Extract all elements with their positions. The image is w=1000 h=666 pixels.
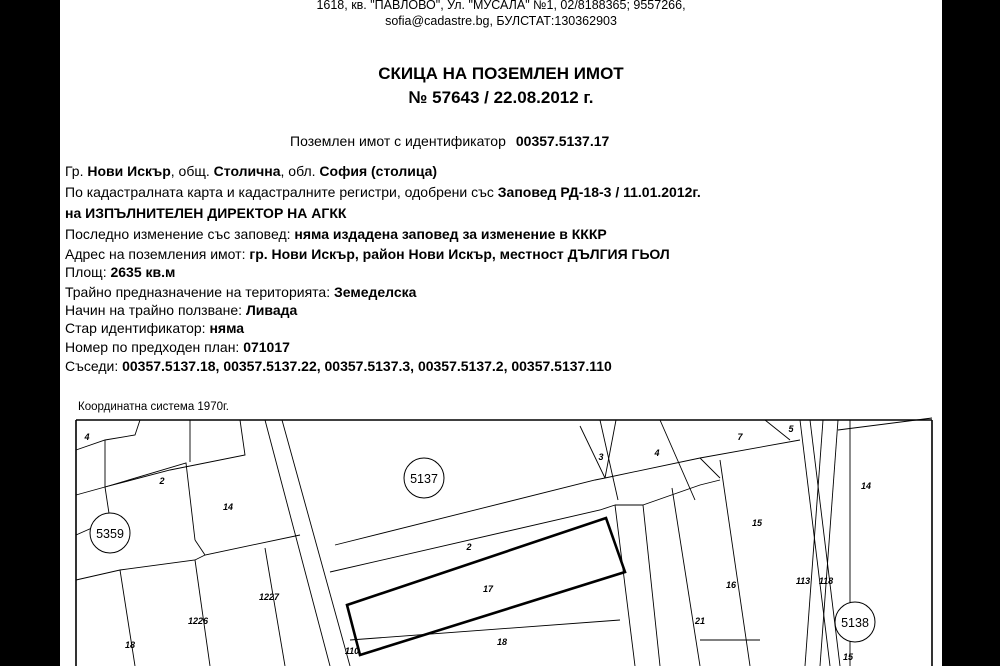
identifier-value: 00357.5137.17 <box>515 133 610 149</box>
location-prefix: Гр. <box>65 163 88 179</box>
parcel-label: 15 <box>751 518 763 528</box>
parcel-label: 18 <box>496 637 508 647</box>
parcel-label: 113 <box>795 576 811 586</box>
approval-label: По кадастралната карта и кадастралните регистри, одобрени със <box>65 184 498 200</box>
agency-address-line: 1618, кв. "ПАВЛОВО", Ул. "МУСАЛА" №1, 02/8188365; 9557266, <box>316 0 686 12</box>
parcel-label: 4 <box>84 432 90 442</box>
location-sep-1: , общ. <box>170 163 214 179</box>
usage-value: Ливада <box>245 302 298 318</box>
parcel-label: 17 <box>482 584 494 594</box>
zone-label-5359: 5359 <box>96 527 124 541</box>
usage-label: Начин на трайно ползване: <box>65 302 246 318</box>
cadastral-map <box>60 0 942 666</box>
parcel-label: 2 <box>466 542 472 552</box>
parcel-label: 1226 <box>187 616 209 626</box>
zone-label-5137: 5137 <box>410 472 438 486</box>
parcel-label: 4 <box>654 448 660 458</box>
parcel-label: 110 <box>344 646 360 656</box>
old-id-value: няма <box>209 320 245 336</box>
address-label: Адрес на поземления имот: <box>65 246 250 262</box>
parcel-label: 3 <box>598 452 604 462</box>
parcel-label: 118 <box>818 576 834 586</box>
document-number: № 57643 / 22.08.2012 г. <box>408 88 594 107</box>
area-label: Площ: <box>65 264 111 280</box>
parcel-label: 5 <box>788 424 794 434</box>
purpose-value: Земеделска <box>333 284 417 300</box>
last-change-value: няма издадена заповед за изменение в КККР <box>294 226 607 242</box>
location-municipality: Столична <box>213 163 281 179</box>
identifier-label: Поземлен имот с идентификатор <box>290 133 506 149</box>
cadastral-sketch-page <box>60 0 942 666</box>
parcel-label: 21 <box>694 616 706 626</box>
neighbors-value: 00357.5137.18, 00357.5137.22, 00357.5137.3, 00357.5137.2, 00357.5137.110 <box>122 358 612 374</box>
parcel-label: 7 <box>737 432 743 442</box>
parcel-label: 14 <box>222 502 234 512</box>
document-title: СКИЦА НА ПОЗЕМЛЕН ИМОТ <box>378 64 624 83</box>
old-id-label: Стар идентификатор: <box>65 320 210 336</box>
coordinate-system-label: Координатна система 1970г. <box>78 401 229 413</box>
agency-contact-line: sofia@cadastre.bg, БУЛСТАТ:130362903 <box>385 14 617 28</box>
parcel-label: 14 <box>860 481 872 491</box>
address-value: гр. Нови Искър, район Нови Искър, местност ДЪЛГИЯ ГЬОЛ <box>249 246 670 262</box>
parcel-label: 16 <box>725 580 737 590</box>
prev-plan-label: Номер по предходен план: <box>65 339 244 355</box>
parcel-label: 2 <box>159 476 165 486</box>
location-region: София (столица) <box>319 163 438 179</box>
last-change-label: Последно изменение със заповед: <box>65 226 295 242</box>
purpose-label: Трайно предназначение на територията: <box>65 284 334 300</box>
approval-authority: на ИЗПЪЛНИТЕЛЕН ДИРЕКТОР НА АГКК <box>65 205 347 221</box>
parcel-label: 1227 <box>258 592 280 602</box>
approval-order: Заповед РД-18-3 / 11.01.2012г. <box>497 184 701 200</box>
parcel-label: 18 <box>124 640 136 650</box>
neighbors-label: Съседи: <box>65 358 123 374</box>
location-sep-2: , обл. <box>280 163 320 179</box>
parcel-label: 15 <box>842 652 854 662</box>
prev-plan-value: 071017 <box>243 339 290 355</box>
location-town: Нови Искър <box>87 163 171 179</box>
zone-label-5138: 5138 <box>841 616 869 630</box>
area-value: 2635 кв.м <box>110 264 176 280</box>
